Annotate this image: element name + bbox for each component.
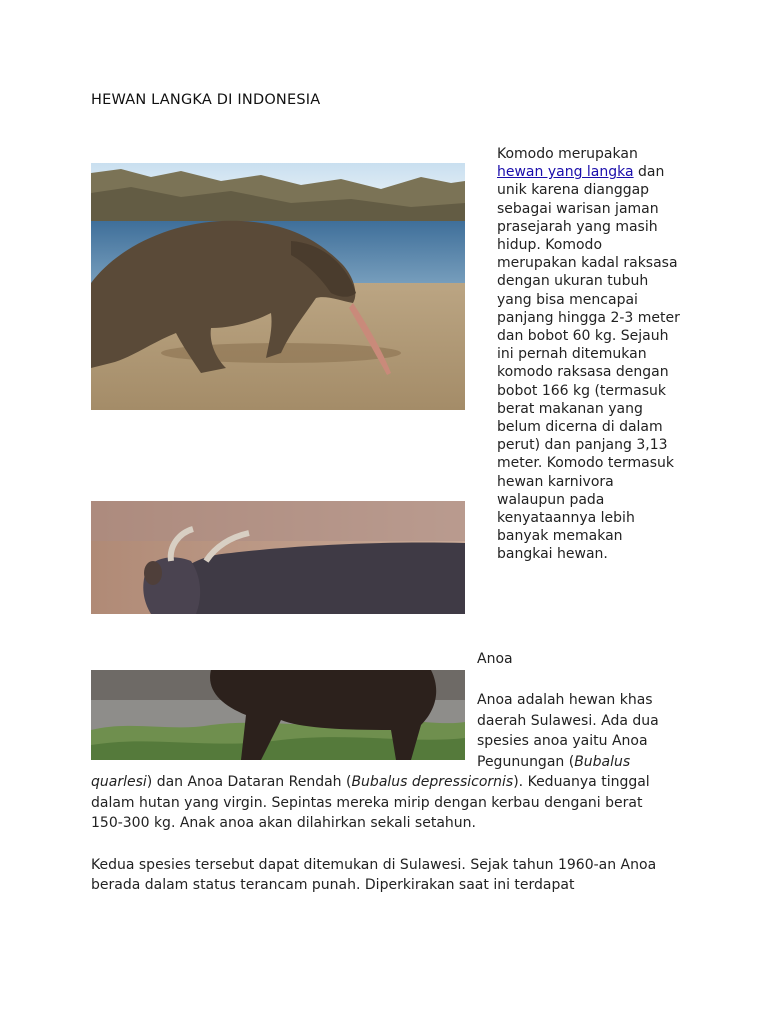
anoa-text-b: ) dan Anoa Dataran Rendah ( — [146, 774, 352, 790]
anoa-text-c: ). Keduanya tinggal dalam hutan yang virgin. Sepintas mereka mirip dengan kerbau dengani berat 150-300 kg. Anak anoa akan dilahirkan sekali setahun. — [91, 774, 650, 831]
species-name-pegunungan: Bubalus quarlesi — [91, 753, 631, 790]
anoa-text-a: Anoa adalah hewan khas daerah Sulawesi. Ada dua spesies anoa yaitu Anoa Pegunungan ( — [477, 692, 659, 770]
species-name-dataran-rendah: Bubalus depressicornis — [351, 774, 514, 790]
page-title: HEWAN LANGKA DI INDONESIA — [91, 92, 321, 108]
komodo-description — [497, 145, 682, 564]
anoa-heading: Anoa — [477, 651, 513, 667]
hewan-langka-link[interactable]: hewan yang langka — [497, 164, 634, 181]
anoa-paragraph-2: Kedua spesies tersebut dapat ditemukan di Sulawesi. Sejak tahun 1960-an Anoa berada dalam status terancam punah. Diperkirakan saat ini terdapat — [91, 856, 657, 893]
komodo-text-body: dan unik karena dianggap sebagai warisan jaman prasejarah yang masih hidup. Komodo merupakan kadal raksasa dengan ukuran tubuh yang bisa mencapai panjang hingga 2-3 meter dan bobot 60 kg. Sejauh ini pernah ditemukan komodo raksasa dengan bobot 166 kg (termasuk berat makanan yang belum dicerna di dalam perut) dan panjang 3,13 meter. Komodo termasuk hewan karnivora walaupun pada kenyataannya lebih banyak memakan bangkai hewan. — [497, 164, 680, 563]
komodo-photo — [91, 163, 465, 410]
komodo-text-intro: Komodo merupakan — [497, 146, 638, 162]
anoa-photo-head — [91, 501, 465, 614]
anoa-description — [91, 690, 671, 896]
